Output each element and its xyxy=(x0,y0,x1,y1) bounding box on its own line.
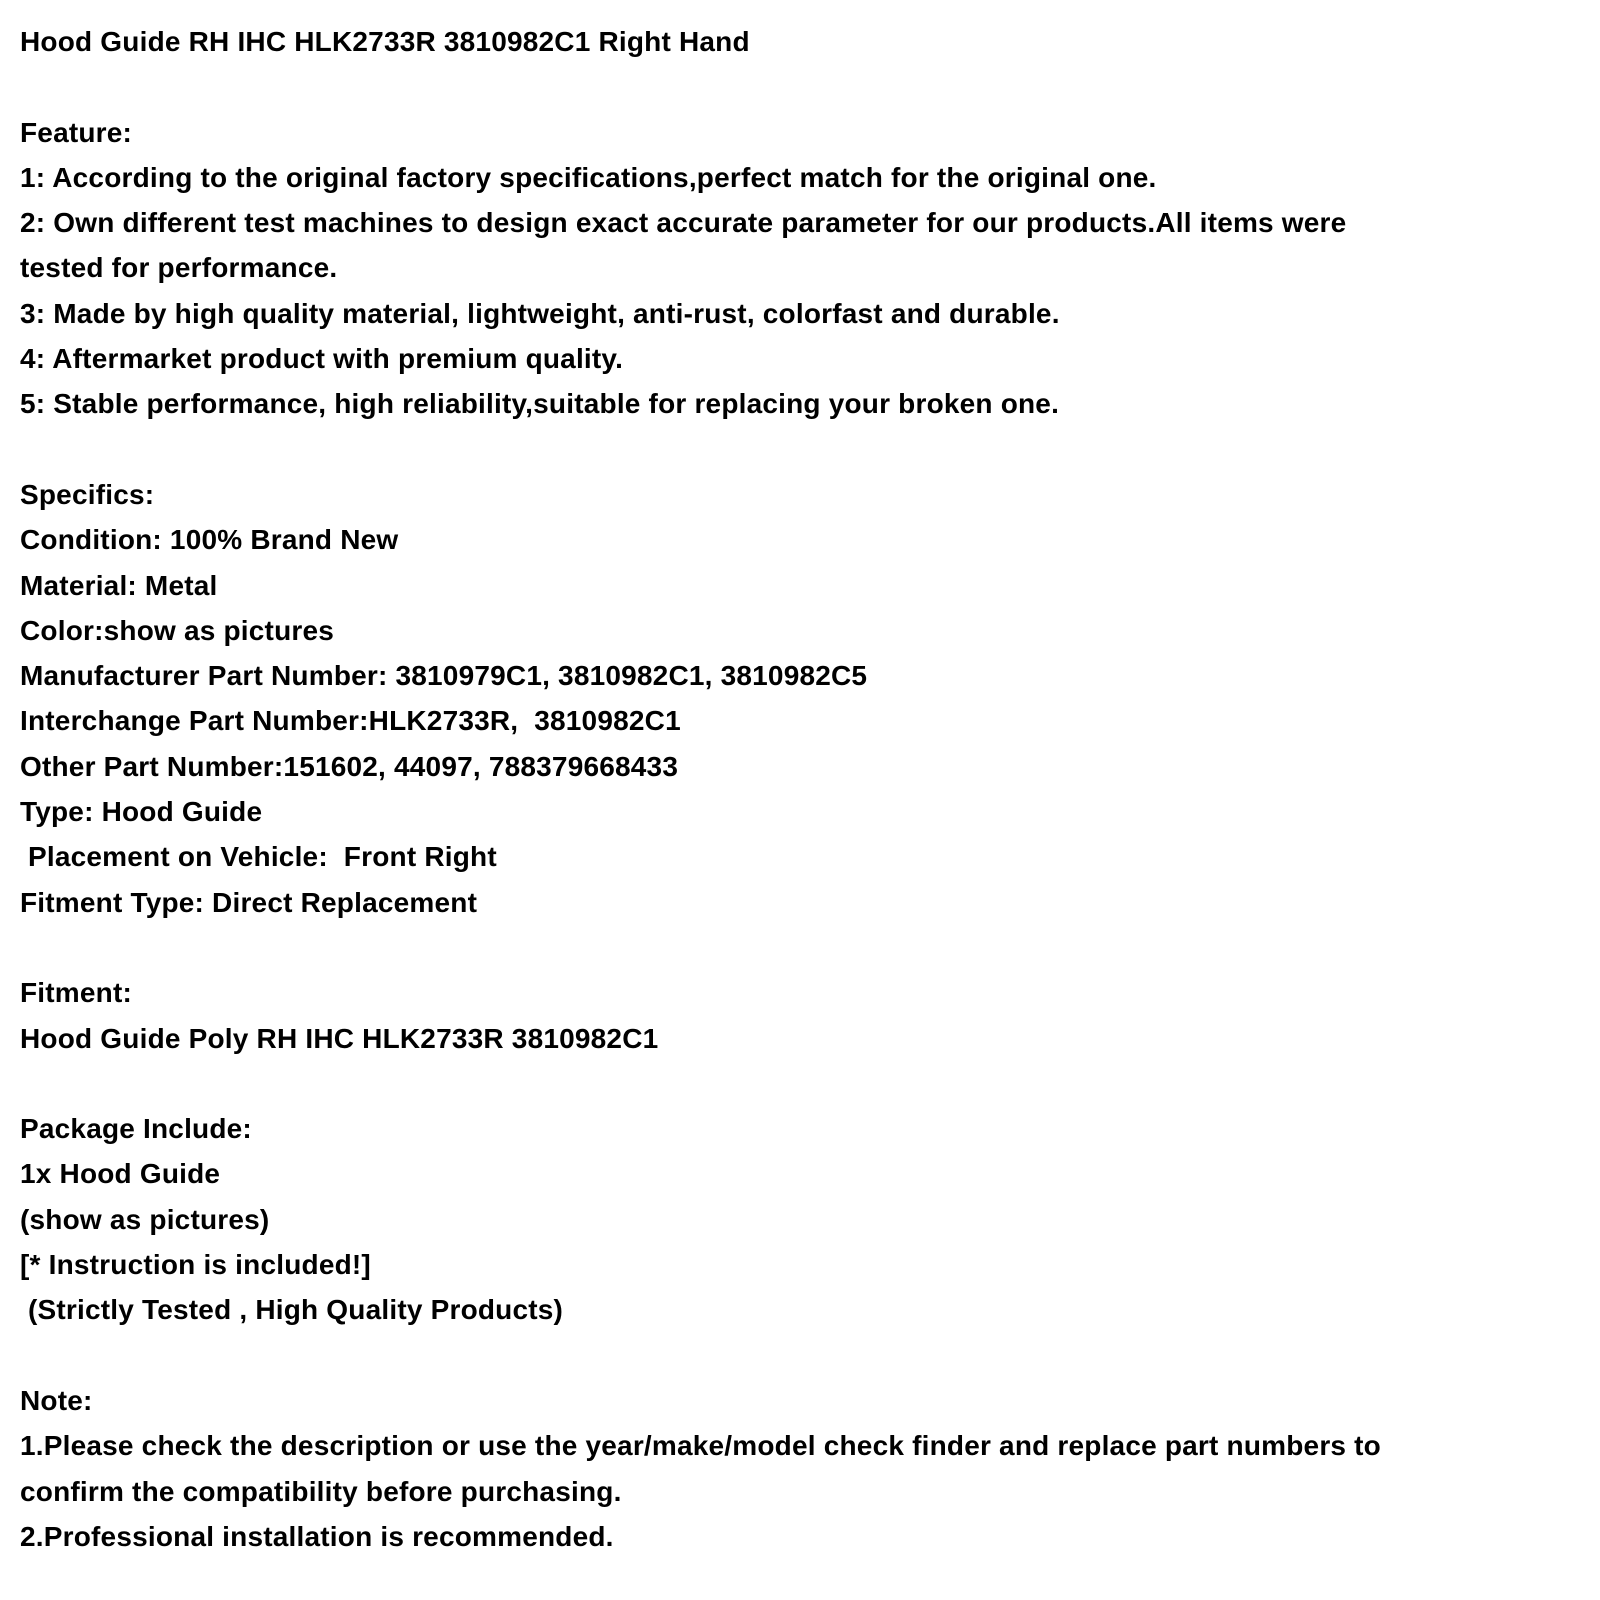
package-line-4: (Strictly Tested , High Quality Products) xyxy=(20,1294,564,1326)
note-line-2: 2.Professional installation is recommended. xyxy=(20,1520,614,1552)
spec-color: Color:show as pictures xyxy=(20,614,335,646)
spec-interchange-part-number: Interchange Part Number:HLK2733R, 3810982C1 xyxy=(20,705,681,737)
spec-placement-on-vehicle: Placement on Vehicle: Front Right xyxy=(20,841,497,873)
section-fitment-heading: Fitment: xyxy=(20,977,133,1009)
feature-line-5: 5: Stable performance, high reliability,suitable for replacing your broken one. xyxy=(20,388,1060,420)
section-feature-heading: Feature: xyxy=(20,116,133,148)
spec-type: Type: Hood Guide xyxy=(20,796,263,828)
feature-line-3: 3: Made by high quality material, lightweight, anti-rust, colorfast and durable. xyxy=(20,297,1060,329)
section-feature xyxy=(20,110,1580,427)
spec-fitment-type: Fitment Type: Direct Replacement xyxy=(20,886,478,918)
spec-manufacturer-part-number: Manufacturer Part Number: 3810979C1, 3810982C1, 3810982C5 xyxy=(20,660,868,692)
feature-line-1: 1: According to the original factory specifications,perfect match for the original one. xyxy=(20,161,1157,193)
section-specifics xyxy=(20,472,1580,925)
package-line-2: (show as pictures) xyxy=(20,1203,270,1235)
note-line-1-continued: confirm the compatibility before purchasing. xyxy=(20,1475,622,1507)
page-title: Hood Guide RH IHC HLK2733R 3810982C1 Right Hand xyxy=(20,26,750,57)
fitment-line-1: Hood Guide Poly RH IHC HLK2733R 3810982C1 xyxy=(20,1022,659,1054)
feature-line-4: 4: Aftermarket product with premium quality. xyxy=(20,343,624,375)
spec-material: Material: Metal xyxy=(20,569,218,601)
feature-line-2-continued: tested for performance. xyxy=(20,252,338,284)
note-line-1: 1.Please check the description or use the year/make/model check finder and replace part numbers to xyxy=(20,1430,1381,1462)
section-specifics-heading: Specifics: xyxy=(20,478,155,510)
section-package-include xyxy=(20,1106,1580,1332)
package-line-1: 1x Hood Guide xyxy=(20,1158,221,1190)
package-line-3: [* Instruction is included!] xyxy=(20,1249,371,1281)
section-fitment xyxy=(20,970,1580,1061)
section-note xyxy=(20,1378,1580,1559)
section-note-heading: Note: xyxy=(20,1384,93,1416)
section-package-heading: Package Include: xyxy=(20,1113,252,1145)
spec-other-part-number: Other Part Number:151602, 44097, 788379668433 xyxy=(20,750,679,782)
spec-condition: Condition: 100% Brand New xyxy=(20,524,399,556)
feature-line-2: 2: Own different test machines to design exact accurate parameter for our products.All items were xyxy=(20,207,1347,239)
